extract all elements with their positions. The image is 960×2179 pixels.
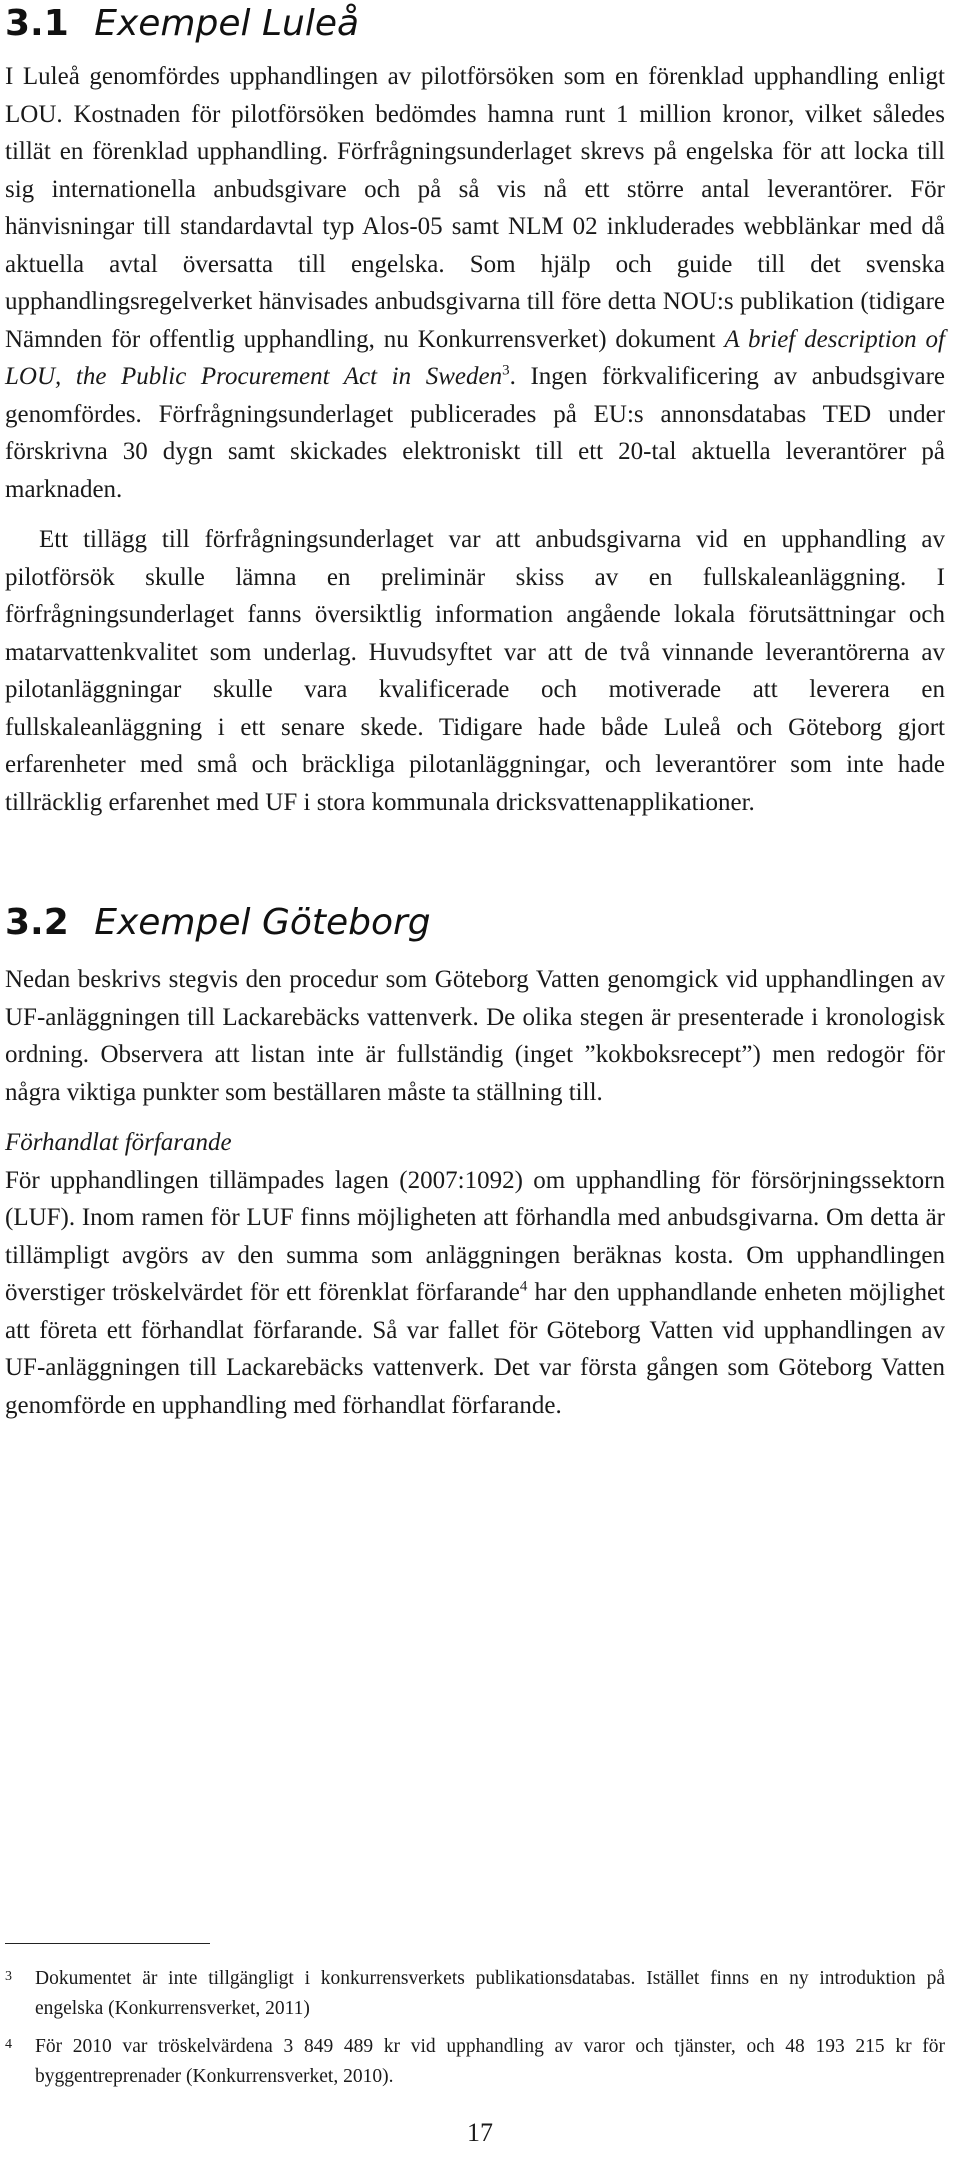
paragraph (5, 58, 945, 508)
section-title: Exempel Göteborg (94, 902, 431, 943)
footnote-text: Dokumentet är inte tillgängligt i konkurrensverkets publikationsdatabas. Istället finns en ny introduktion på engelska (Konkurrensverket, 2011) (35, 1968, 945, 2019)
paragraph-text: I Luleå genomfördes upphandlingen av pilotförsöken som en förenklad upphandling enligt LOU. Kostnaden för pilotförsöken bedömdes hamna runt 1 million kronor, vilket således tillät en förenklad upphandling. Förfrågningsunderlaget skrevs på engelska för att locka till sig internationella anbudsgivare och på så vis nå ett större antal leverantörer. För hänvisningar till standardavtal typ Alos-05 samt NLM 02 inkluderades webblänkar med då aktuella avtal översatta till engelska. Som hjälp och guide till det svenska upphandlingsregelverket hänvisades anbudsgivarna till före detta NOU:s publikation (tidigare Nämnden för offentlig upphandling, nu Konkurrensverket) dokument (5, 63, 945, 353)
main-content (5, 0, 945, 1424)
subheading: Förhandlat förfarande (5, 1129, 232, 1156)
footnote-number: 4 (5, 2037, 12, 2052)
footnote-divider (5, 1943, 210, 1944)
page-number: 17 (467, 2118, 493, 2147)
section-heading-3-1 (5, 2, 945, 46)
paragraph-text: För upphandlingen tillämpades lagen (2007:1092) om upphandling för försörjningssektorn (LUF). Inom ramen för LUF finns möjligheten att förhandla med anbudsgivarna. Om detta är tillämpligt avgörs av den summa som anläggningen beräknas kosta. Om upphandlingen överstiger tröskelvärdet för ett förenklat förfarande (5, 1166, 945, 1306)
footnote-ref[interactable]: 3 (502, 362, 510, 379)
document-title-italic: A brief description of LOU, the Public Procurement Act in Sweden (5, 325, 945, 390)
paragraph-text: har den upphandlande enheten möjlighet att företa ett förhandlat förfarande. Så var fallet för Göteborg Vatten vid upphandlingen av UF-anläggningen till Lackarebäcks vattenverk. Det var första gången som Göteborg Vatten genomförde en upphandling med förhandlat förfarande. (5, 1279, 945, 1419)
footnote-text: För 2010 var tröskelvärdena 3 849 489 kr vid upphandling av varor och tjänster, och 48 193 215 kr för byggentreprenader (Konkurrensverket, 2010). (35, 2036, 945, 2087)
paragraph: Nedan beskrivs stegvis den procedur som Göteborg Vatten genomgick vid upphandlingen av UF-anläggningen till Lackarebäcks vattenverk. De olika stegen är presenterade i kronologisk ordning. Observera att listan inte är fullständig (inget ”kokboksrecept”) men redogör för några viktiga punkter som beställaren måste ta ställning till. (5, 966, 945, 1106)
section-heading-3-2 (5, 901, 945, 945)
footnote (5, 1964, 945, 2024)
section-number: 3.2 (5, 902, 69, 943)
paragraph (5, 1162, 945, 1425)
paragraph: Ett tillägg till förfrågningsunderlaget var att anbudsgivarna vid en upphandling av pilotförsök skulle lämna en preliminär skiss av en fullskaleanläggning. I förfrågningsunderlaget fanns översiktlig information angående lokala förutsättningar och matarvattenkvalitet som underlag. Huvudsyftet var att de två vinnande leverantörerna av pilotanläggningar skulle vara kvalificerade och motiverade att leverera en fullskaleanläggning i ett senare skede. Tidigare hade både Luleå och Göteborg gjort erfarenheter med små och bräckliga pilotanläggningar, och leverantörer som inte hade tillräcklig erfarenhet med UF i stora kommunala dricksvattenapplikationer. (5, 526, 945, 816)
section-title: Exempel Luleå (94, 3, 360, 44)
paragraph-text: . Ingen förkvalificering av anbudsgivare genomfördes. Förfrågningsunderlaget publicerades på EU:s annonsdatabas TED under förskrivna 30 dygn samt skickades elektroniskt till ett 20-tal aktuella leverantörer på marknaden. (5, 363, 945, 503)
footnotes (5, 1964, 945, 2100)
footnote-ref[interactable]: 4 (519, 1278, 528, 1295)
section-number: 3.1 (5, 3, 69, 44)
footnote (5, 2032, 945, 2092)
footnote-number: 3 (5, 1969, 12, 1984)
